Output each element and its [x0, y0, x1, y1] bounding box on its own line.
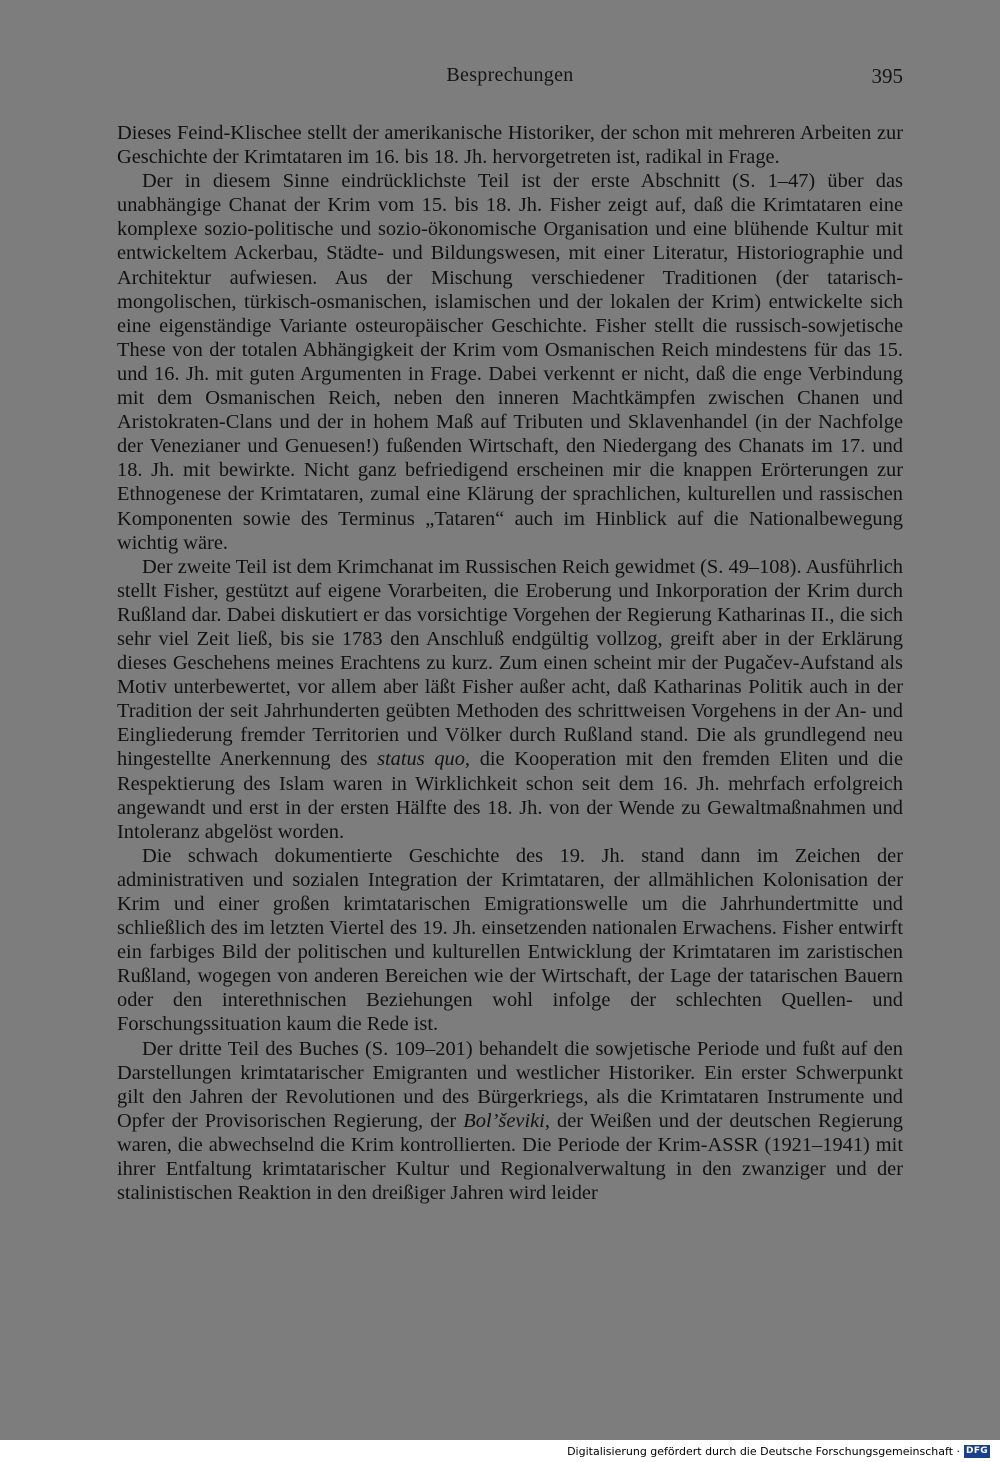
running-title: Besprechungen	[446, 64, 574, 86]
footer-credit-text: Digitalisierung gefördert durch die Deutsche Forschungsgemeinschaft ·	[567, 1444, 960, 1458]
dfg-logo-icon: DFG	[964, 1445, 990, 1458]
running-head	[117, 64, 903, 94]
paragraph-text: Die schwach dokumentierte Geschichte des 19. Jh. stand dann im Zeichen der administrativen und sozialen Integration der Krimtataren, der allmählichen Kolonisation der Krim und einer großen krimtatarischen Emigrationswelle um die Jahrhundertmitte und schließlich des im letzten Viertel des 19. Jh. einsetzenden nationalen Erwachens. Fisher entwirft ein farbiges Bild der politischen und kulturellen Entwicklung der Krimtataren im zaristischen Rußland, wogegen von anderen Bereichen wie der Wirtschaft, der Lage der tatarischen Bauern oder den interethnischen Beziehungen wohl infolge der schlechten Quellen- und Forschungssituation kaum die Rede ist.	[117, 844, 903, 1036]
paragraph-text: Dieses Feind-Klischee stellt der amerikanische Historiker, der schon mit mehreren Arbeiten zur Geschichte der Krimtataren im 16. bis 18. Jh. hervorgetreten ist, radikal in Frage.	[117, 122, 903, 169]
italic-phrase: Bol’ševiki,	[463, 1109, 550, 1132]
paragraph-text: die Kooperation mit den fremden Eliten und die Respektierung des Islam waren in Wirklichkeit schon seit dem 16. Jh. mehrfach erfolgreich angewandt und erst in der ersten Hälfte des 18. Jh. von der Wende zu Gewaltmaßnahmen und Intoleranz abgelöst worden.	[117, 748, 903, 843]
paragraph-text: Der dritte Teil des Buches (S. 109–201) behandelt die sowjetische Periode und fußt auf den Darstellungen krimtatarischer Emigranten und westlicher Historiker. Ein erster Schwerpunkt gilt den Jahren der Revolutionen und des Bürgerkriegs, als die Krimtataren Instrumente und Opfer der Provisorischen Regierung, der	[117, 1037, 903, 1132]
page-number: 395	[871, 64, 903, 88]
paragraph-text: Der in diesem Sinne eindrücklichste Teil ist der erste Abschnitt (S. 1–47) über das unabhängige Chanat der Krim vom 15. bis 18. Jh. Fisher zeigt auf, daß die Krimtataren eine komplexe sozio-politische und sozio-ökonomische Organisation und eine blühende Kultur mit entwickeltem Ackerbau, Städte- und Bildungswesen, mit einer Literatur, Historiographie und Architektur aufwiesen. Aus der Mischung verschiedener Traditionen (der tatarisch-mongolischen, türkisch-osmanischen, islamischen und der lokalen der Krim) entwickelte sich eine eigenständige Variante osteuropäischer Geschichte. Fisher stellt die russisch-sowjetische These von der totalen Abhängigkeit der Krim vom Osmanischen Reich mindestens für das 15. und 16. Jh. mit guten Argumenten in Frage. Dabei verkennt er nicht, daß die enge Verbindung mit dem Osmanischen Reich, neben den inneren Machtkämpfen zwischen Chanen und Aristokraten-Clans und der in hohem Maß auf Tributen und Sklavenhandel (in der Nachfolge der Venezianer und Genuesen!) fußenden Wirtschaft, den Niedergang des Chanats im 17. und 18. Jh. mit bewirkte. Nicht ganz befriedigend erscheinen mir die knappen Erörterungen zur Ethnogenese der Krimtataren, zumal eine Klärung der sprachlichen, kulturellen und rassischen Komponenten sowie des Terminus „Tataren“ auch im Hinblick auf die Nationalbewegung wichtig wäre.	[117, 170, 903, 554]
review-body-text	[117, 121, 903, 1205]
body-paragraph	[117, 555, 903, 844]
paragraph-text: der Weißen und der deutschen Regierung waren, die abwechselnd die Krim kontrollierten. Die Periode der Krim-ASSR (1921–1941) mit ihrer Entfaltung krimtatarischer Kultur und Regionalverwaltung in den zwanziger und der stalinistischen Reaktion in den dreißiger Jahren wird leider	[117, 1109, 903, 1205]
italic-phrase: status quo,	[377, 748, 471, 771]
body-paragraph	[117, 1037, 903, 1206]
digitization-footer	[567, 1443, 990, 1459]
body-paragraph	[117, 121, 903, 169]
body-paragraph	[117, 169, 903, 555]
body-paragraph	[117, 844, 903, 1037]
paragraph-text: Der zweite Teil ist dem Krimchanat im Russischen Reich gewidmet (S. 49–108). Ausführlich stellt Fisher, gestützt auf eigene Vorarbeiten, die Eroberung und Inkorporation der Krim durch Rußland dar. Dabei diskutiert er das vorsichtige Vorgehen der Regierung Katharinas II., die sich sehr viel Zeit ließ, bis sie 1783 den Anschluß endgültig vollzog, greift aber in der Erklärung dieses Geschehens meines Erachtens zu kurz. Zum einen scheint mir der Pugačev-Aufstand als Motiv unterbewertet, vor allem aber läßt Fisher außer acht, daß Katharinas Politik auch in der Tradition der seit Jahrhunderten geübten Methoden des schrittweisen Vorgehens in der An- und Eingliederung fremder Territorien und Völker durch Rußland stand. Die als grundlegend neu hingestellte Anerkennung des	[117, 555, 903, 771]
